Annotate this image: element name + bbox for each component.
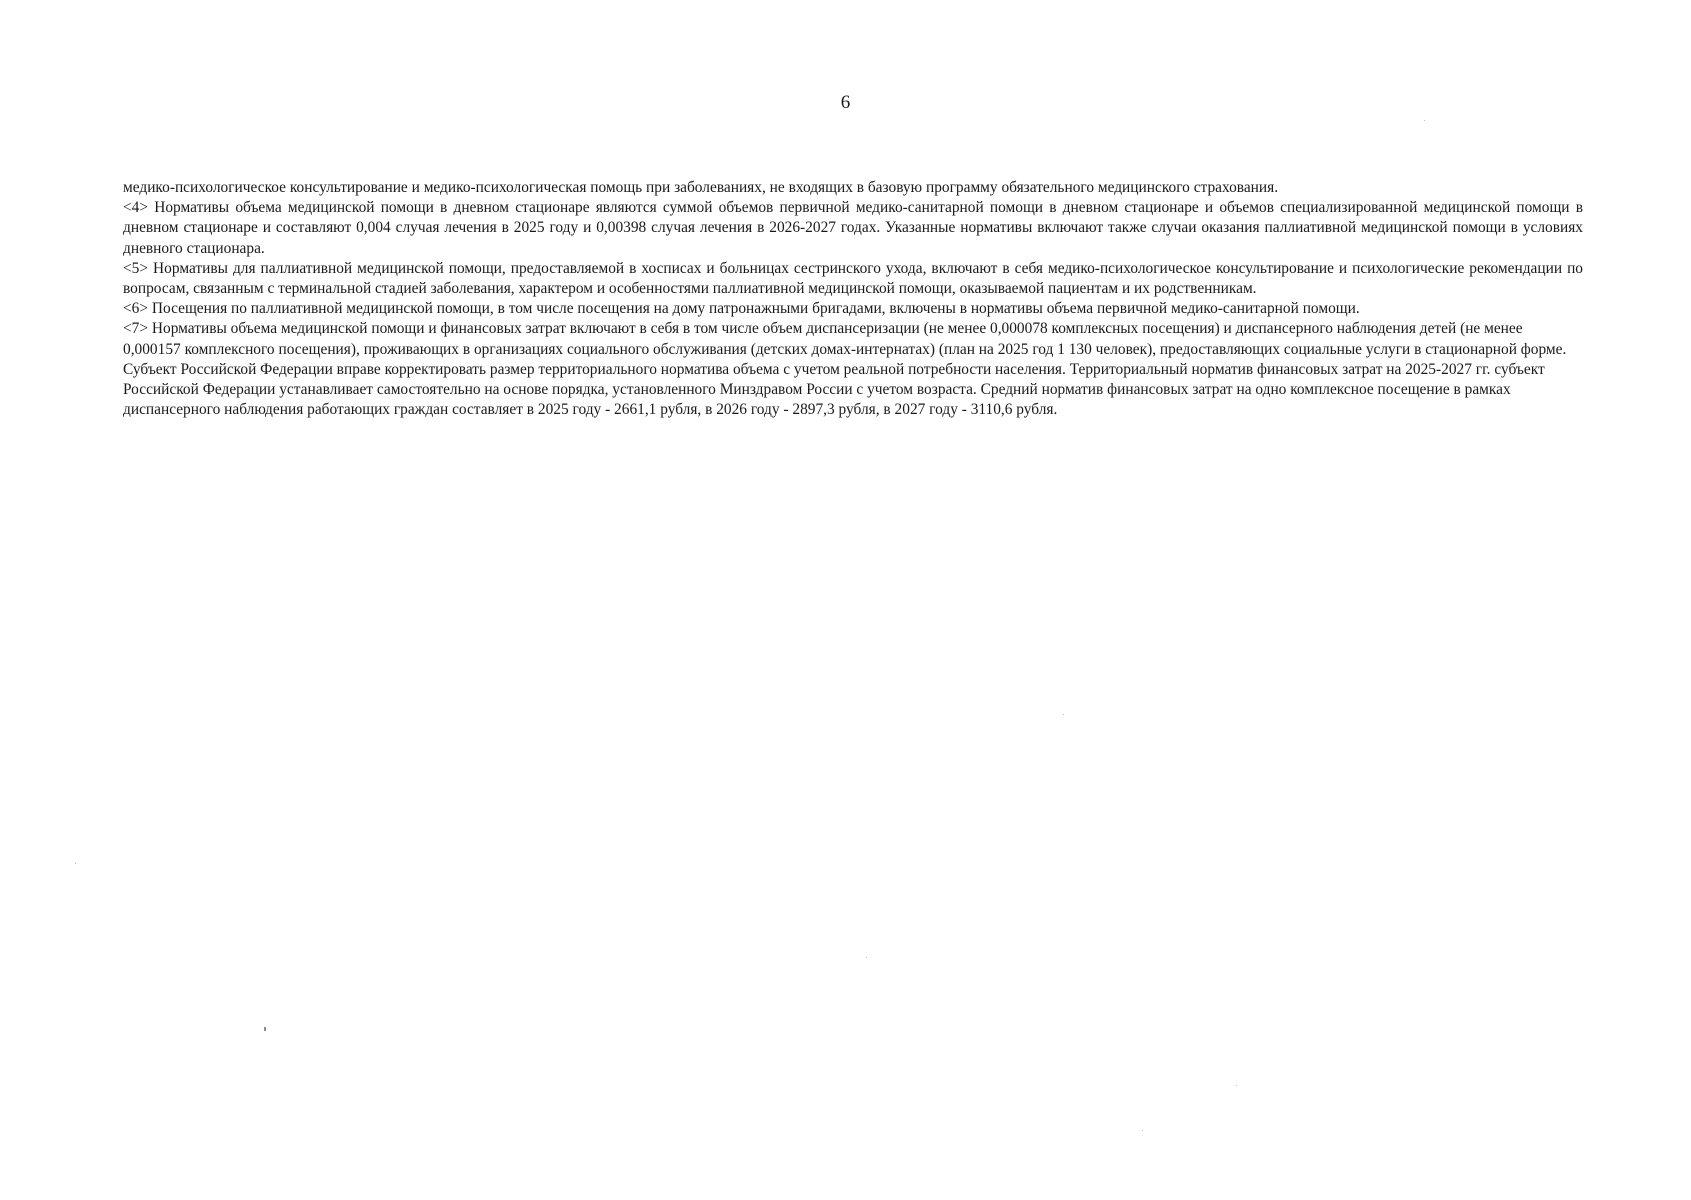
scan-speck	[75, 863, 76, 864]
footnote-4: <4> Нормативы объема медицинской помощи в дневном стационаре являются суммой объемов первичной медико-санитарной помощи в дневном стационаре и объемов специализированной медицинской помощи в дневном стационаре и составляют 0,004 случая лечения в 2025 году и 0,00398 случая лечения в 2026-2027 годах. Указанные нормативы включают также случаи оказания паллиативной медицинской помощи в условиях дневного стационара.	[123, 199, 1583, 257]
footnote-6: <6> Посещения по паллиативной медицинской помощи, в том числе посещения на дому патронажными бригадами, включены в нормативы объема первичной медико-санитарной помощи.	[123, 300, 1360, 318]
footnote-7: <7> Нормативы объема медицинской помощи и финансовых затрат включают в себя в том числе объем диспансеризации (не менее 0,000078 комплексных посещения) и диспансерного наблюдения детей (не менее 0,000157 комплексного посещения), проживающих в организациях социального обслуживания (детских домах-интернатах) (план на 2025 год 1 130 человек), предоставляющих социальные услуги в стационарной форме. Субъект Российской Федерации вправе корректировать размер территориального норматива объема с учетом реальной потребности населения. Территориальный норматив финансовых затрат на 2025-2027 гг. субъект Российской Федерации устанавливает самостоятельно на основе порядка, установленного Минздравом России с учетом возраста. Средний норматив финансовых затрат на одно комплексное посещение в рамках диспансерного наблюдения работающих граждан составляет в 2025 году - 2661,1 рубля, в 2026 году - 2897,3 рубля, в 2027 году - 3110,6 рубля.	[123, 320, 1567, 419]
scan-speck	[1063, 714, 1064, 715]
scan-speck	[1236, 1085, 1237, 1086]
scan-speck	[866, 957, 867, 958]
footnote-continuation: медико-психологическое консультирование и медико-психологическая помощь при заболеваниях, не входящих в базовую программу обязательного медицинского страхования.	[123, 179, 1279, 196]
footnote-5: <5> Нормативы для паллиативной медицинской помощи, предоставляемой в хосписах и больницах сестринского ухода, включают в себя медико-психологическое консультирование и психологические рекомендации по вопросам, связанным с терминальной стадией заболевания, характером и особенностями паллиативной медицинской помощи, оказываемой пациентам и их родственникам.	[123, 259, 1583, 298]
scan-speck	[1424, 120, 1425, 121]
page-number: 6	[840, 92, 851, 113]
scan-speck	[1142, 1130, 1143, 1131]
scan-speck	[264, 1027, 266, 1031]
footnotes	[123, 178, 1583, 420]
